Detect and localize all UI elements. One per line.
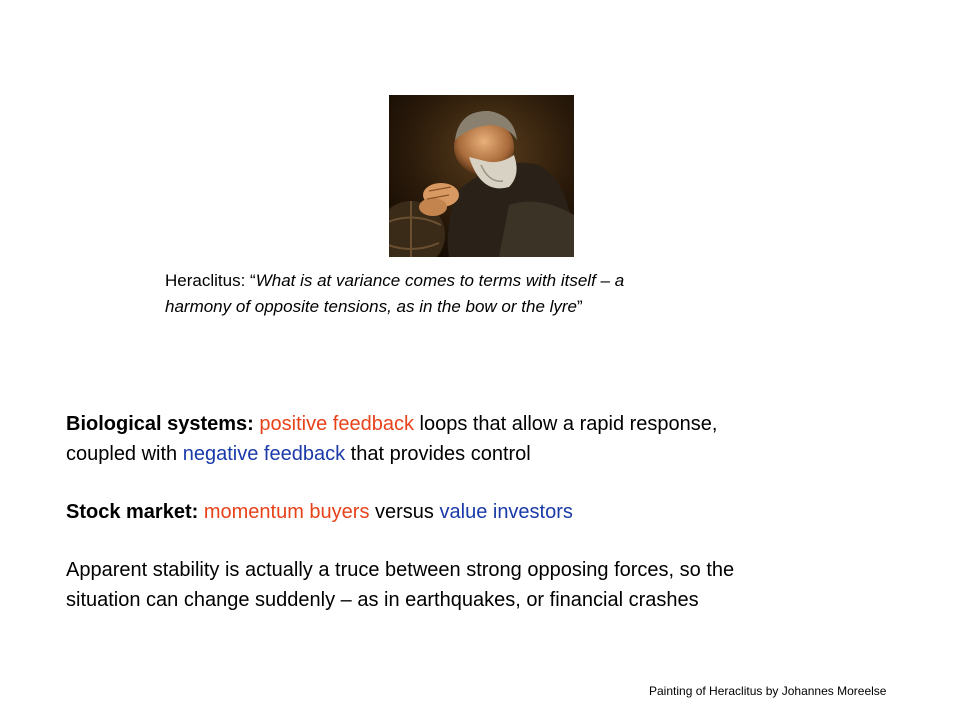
quote-close-mark: ”	[577, 297, 583, 316]
quote-text-line2: harmony of opposite tensions, as in the bow or the lyre	[165, 297, 578, 316]
quote-text-line1: What is at variance comes to terms with itself – a	[255, 271, 625, 290]
stability-line1: Apparent stability is actually a truce between strong opposing forces, so the	[66, 559, 735, 581]
stock-label: Stock market:	[66, 501, 199, 523]
negative-feedback-term: negative feedback	[182, 443, 346, 465]
heraclitus-quote	[165, 268, 805, 320]
stability-paragraph	[66, 555, 906, 615]
biological-systems-paragraph	[66, 409, 906, 469]
biological-label: Biological systems:	[66, 413, 254, 435]
biological-line2-start: coupled with	[66, 443, 183, 465]
stock-versus: versus	[369, 501, 440, 523]
stability-line2: situation can change suddenly – as in earthquakes, or financial crashes	[66, 589, 699, 611]
biological-line1-rest: loops that allow a rapid response,	[413, 413, 718, 435]
momentum-buyers-term: momentum buyers	[203, 501, 370, 523]
value-investors-term: value investors	[439, 501, 573, 523]
quote-attribution: Heraclitus:	[165, 271, 251, 290]
heraclitus-painting-icon	[389, 95, 574, 257]
stock-market-paragraph	[66, 497, 906, 527]
painting-credit: Painting of Heraclitus by Johannes Moreelse	[649, 684, 887, 698]
positive-feedback-term: positive feedback	[259, 413, 414, 435]
biological-line2-rest: that provides control	[345, 443, 531, 465]
quote-open-mark: “	[250, 271, 256, 290]
